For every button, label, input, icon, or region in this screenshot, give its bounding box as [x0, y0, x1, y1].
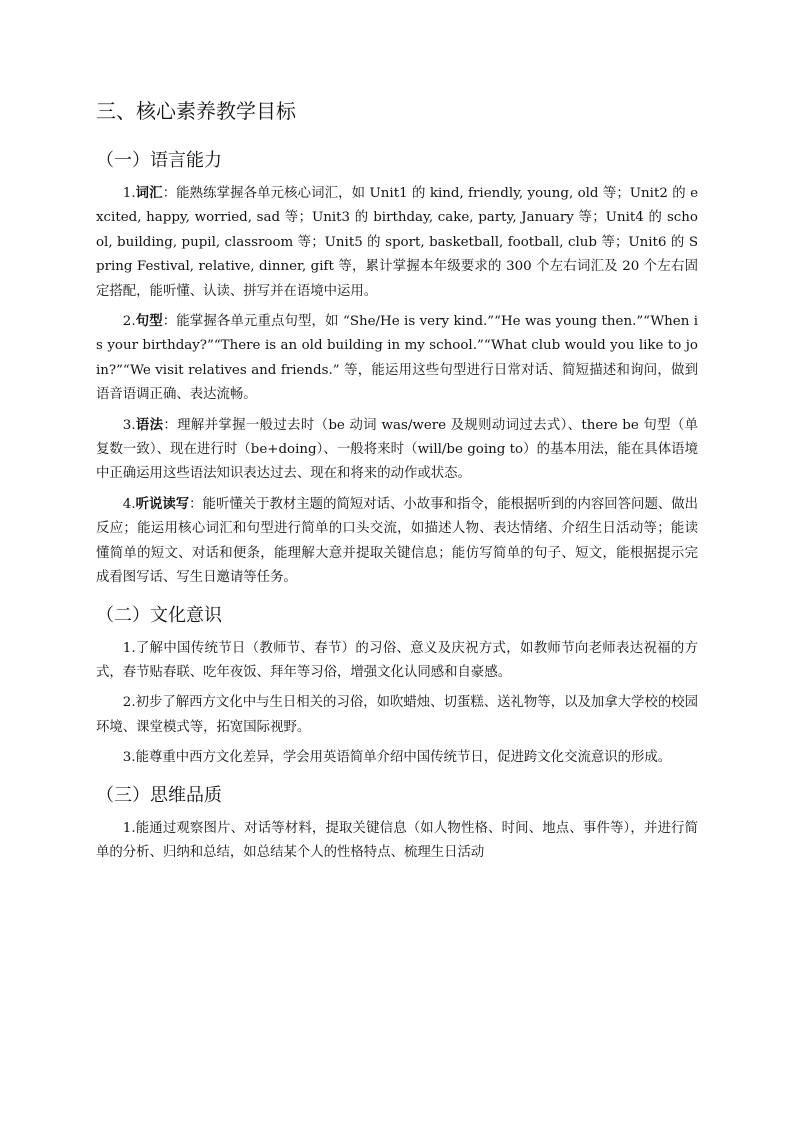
item-number: 1.	[122, 186, 136, 201]
section-2	[96, 603, 698, 771]
item-text: 能尊重中西方文化差异，学会用英语简单介绍中国传统节日，促进跨文化交流意识的形成。	[135, 750, 672, 766]
item-text: ：能掌握各单元重点句型，如 “She/He is very kind.”“He was young then.”“When is your birthday?”“There is an old building in my school.”“What club would you like to join?”“We visit relatives and friends.” 等，能运用这些句型进行日常对话、简短描述和询问，做到语音语调正确、表达流畅。	[96, 314, 699, 403]
document-page	[96, 96, 698, 877]
section-3	[96, 783, 698, 866]
item-text: ：能听懂关于教材主题的简短对话、小故事和指令，能根据听到的内容回答问题、做出反应；能运用核心词汇和句型进行简单的口头交流，如描述人物、表达情绪、介绍生日活动等；能读懂简单的短文、对话和便条，能理解大意并提取关键信息；能仿写简单的句子、短文，能根据提示完成看图写话、写生日邀请等任务。	[96, 496, 699, 586]
goal-paragraph	[96, 637, 698, 686]
item-text: 能通过观察图片、对话等材料，提取关键信息（如人物性格、时间、地点、事件等），并进行简单的分析、归纳和总结，如总结某个人的性格特点、梳理生日活动	[96, 820, 698, 860]
item-label: 听说读写	[135, 496, 190, 512]
goal-paragraph	[96, 414, 698, 487]
goal-paragraph	[96, 817, 698, 866]
section-1	[96, 148, 698, 591]
goal-paragraph	[96, 746, 698, 770]
goal-paragraph	[96, 310, 698, 408]
section-heading: （二）文化意识	[96, 604, 222, 626]
goal-paragraph	[96, 182, 698, 304]
item-label: 词汇	[135, 186, 163, 201]
item-label: 句型	[135, 314, 163, 330]
section-heading: （三）思维品质	[96, 784, 222, 806]
section-heading: （一）语言能力	[96, 150, 222, 171]
item-number: 4.	[122, 496, 136, 512]
item-number: 3.	[122, 417, 136, 433]
item-number: 2.	[122, 695, 136, 711]
item-number: 1.	[122, 820, 136, 836]
item-text: 了解中国传统节日（教师节、春节）的习俗、意义及庆祝方式，如教师节向老师表达祝福的方式，春节贴春联、吃年夜饭、拜年等习俗，增强文化认同感和自豪感。	[96, 640, 698, 680]
item-number: 1.	[122, 640, 136, 656]
goal-paragraph	[96, 493, 698, 591]
item-number: 2.	[122, 314, 136, 330]
item-text: 初步了解西方文化中与生日相关的习俗，如吹蜡烛、切蛋糕、送礼物等，以及加拿大学校的校园环境、课堂模式等，拓宽国际视野。	[96, 695, 698, 735]
page-title: 三、核心素养教学目标	[96, 99, 296, 123]
item-label: 语法	[135, 417, 164, 433]
item-number: 3.	[122, 750, 136, 766]
goal-paragraph	[96, 691, 698, 740]
item-text: ：理解并掌握一般过去时（be 动词 was/were 及规则动词过去式）、there be 句型（单复数一致）、现在进行时（be+doing）、一般将来时（will/be going to）的基本用法，能在具体语境中正确运用这些语法知识表达过去、现在和将来的动作或状态。	[96, 417, 698, 482]
item-text: ：能熟练掌握各单元核心词汇，如 Unit1 的 kind, friendly, young, old 等；Unit2 的 excited, happy, worried, sad 等；Unit3 的 birthday, cake, party, January 等；Unit4 的 school, building, pupil, classroom 等；Unit5 的 sport, basketball, football, club 等；Unit6 的 Spring Festival, relative, dinner, gift 等，累计掌握本年级要求的 300 个左右词汇及 20 个左右固定搭配，能听懂、认读、拼写并在语境中运用。	[96, 186, 698, 299]
sections-container	[96, 148, 698, 865]
